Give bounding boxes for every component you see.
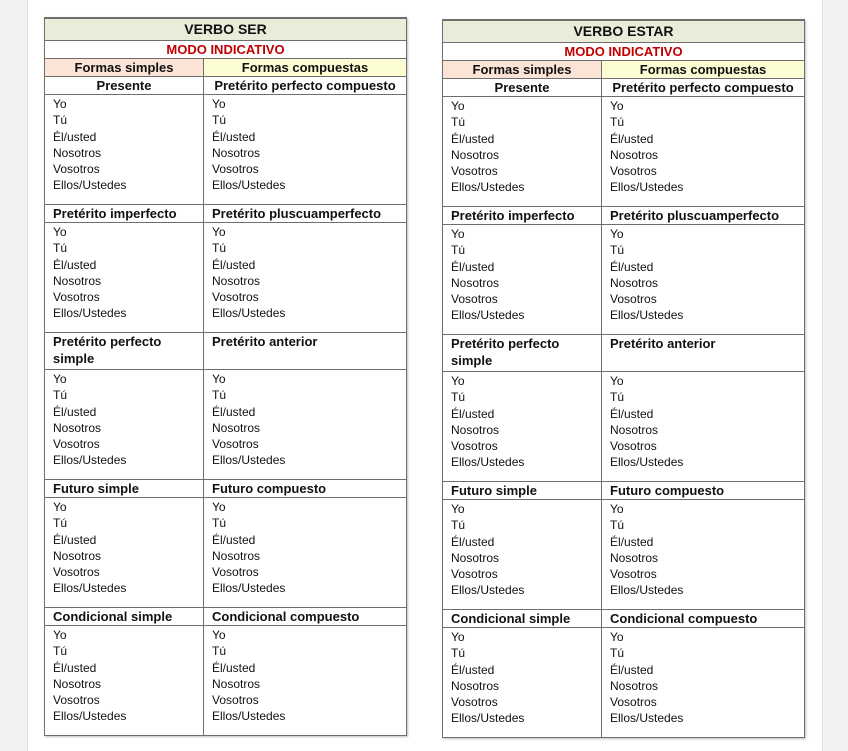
tense-name-simple: Futuro simple [443, 482, 602, 500]
pronoun: Tú [451, 518, 466, 533]
modo-indicativo-label: MODO INDICATIVO [443, 43, 805, 61]
pronouns-compound-cell [602, 97, 805, 207]
pronouns-simple-cell [45, 95, 204, 205]
pronoun: Tú [212, 113, 227, 128]
tense-header-row [45, 77, 407, 95]
pronoun: Tú [53, 113, 68, 128]
pronoun: Él/usted [212, 257, 256, 272]
pronoun: Nosotros [451, 275, 500, 290]
pronoun: Él/usted [451, 259, 495, 274]
pronouns-compound-cell [204, 223, 407, 333]
pronoun: Ellos/Ustedes [610, 583, 684, 598]
tense-name-simple: Presente [443, 79, 602, 97]
pronoun: Vosotros [451, 292, 498, 307]
pronoun: Tú [451, 390, 466, 405]
pronoun-list-row [443, 628, 805, 738]
formas-simples-header: Formas simples [443, 61, 602, 79]
pronoun: Nosotros [610, 147, 659, 162]
pronoun: Él/usted [451, 534, 495, 549]
pronoun: Yo [53, 97, 67, 111]
tense-name-compound: Pretérito anterior [602, 335, 805, 372]
pronoun: Yo [610, 374, 624, 388]
pronoun: Él/usted [53, 660, 97, 675]
pronoun: Tú [53, 388, 68, 403]
pronoun: Ellos/Ustedes [53, 709, 127, 724]
pronouns-simple-cell [443, 628, 602, 738]
pronoun: Yo [451, 630, 465, 644]
pronoun: Yo [212, 372, 226, 386]
pronoun: Vosotros [53, 162, 100, 177]
verbo-ser-table [44, 17, 407, 736]
pronoun: Tú [212, 644, 227, 659]
pronoun: Vosotros [53, 693, 100, 708]
tense-name-simple: Pretérito imperfecto [45, 205, 204, 223]
tense-header-row [45, 480, 407, 498]
pronoun-list-row [443, 225, 805, 335]
pronoun: Él/usted [53, 129, 97, 144]
tense-name-simple: Pretérito perfecto simple [443, 335, 602, 372]
pronoun-list-row [45, 370, 407, 480]
pronouns-simple-cell [443, 225, 602, 335]
pronoun: Ellos/Ustedes [451, 711, 525, 726]
pronoun: Tú [610, 243, 625, 258]
pronoun: Ellos/Ustedes [53, 306, 127, 321]
pronouns-compound-cell [204, 626, 407, 736]
pronoun: Yo [212, 500, 226, 514]
pronoun: Él/usted [212, 404, 256, 419]
pronoun: Él/usted [610, 406, 654, 421]
pronoun: Ellos/Ustedes [212, 178, 286, 193]
pronoun-list-row [45, 626, 407, 736]
pronoun: Yo [610, 227, 624, 241]
formas-compuestas-header: Formas compuestas [602, 61, 805, 79]
pronoun: Él/usted [451, 406, 495, 421]
pronoun: Nosotros [212, 145, 261, 160]
pronoun: Nosotros [53, 676, 102, 691]
pronoun: Nosotros [53, 420, 102, 435]
pronoun: Yo [610, 502, 624, 516]
formas-simples-header: Formas simples [45, 59, 204, 77]
pronouns-compound-cell [602, 372, 805, 482]
tense-name-simple: Futuro simple [45, 480, 204, 498]
pronoun: Nosotros [610, 678, 659, 693]
tense-name-compound: Condicional compuesto [602, 610, 805, 628]
pronoun: Vosotros [610, 439, 657, 454]
pronoun: Vosotros [451, 567, 498, 582]
tense-header-row [45, 333, 407, 370]
pronoun: Él/usted [212, 660, 256, 675]
pronoun: Nosotros [212, 676, 261, 691]
tense-name-simple: Presente [45, 77, 204, 95]
modo-indicativo-label: MODO INDICATIVO [45, 41, 407, 59]
tense-name-compound: Pretérito perfecto compuesto [602, 79, 805, 97]
pronoun: Ellos/Ustedes [212, 709, 286, 724]
pronouns-compound-cell [204, 95, 407, 205]
pronoun: Nosotros [212, 273, 261, 288]
pronouns-simple-cell [45, 223, 204, 333]
pronoun: Nosotros [212, 420, 261, 435]
tense-name-simple: Condicional simple [443, 610, 602, 628]
pronoun: Tú [212, 241, 227, 256]
pronouns-compound-cell [602, 225, 805, 335]
tense-name-compound: Futuro compuesto [602, 482, 805, 500]
pronoun: Nosotros [53, 548, 102, 563]
pronouns-simple-cell [443, 372, 602, 482]
pronoun: Nosotros [212, 548, 261, 563]
pronoun: Nosotros [610, 275, 659, 290]
pronoun: Tú [610, 518, 625, 533]
tense-name-compound: Pretérito anterior [204, 333, 407, 370]
pronoun: Él/usted [53, 532, 97, 547]
pronoun: Él/usted [610, 131, 654, 146]
pronoun: Yo [451, 99, 465, 113]
pronouns-simple-cell [45, 498, 204, 608]
tense-name-compound: Futuro compuesto [204, 480, 407, 498]
pronoun: Él/usted [610, 534, 654, 549]
pronoun: Yo [53, 225, 67, 239]
pronoun: Vosotros [212, 693, 259, 708]
pronoun: Nosotros [451, 550, 500, 565]
formas-compuestas-header: Formas compuestas [204, 59, 407, 77]
pronoun: Ellos/Ustedes [610, 180, 684, 195]
pronoun: Yo [451, 374, 465, 388]
pronoun: Vosotros [53, 565, 100, 580]
pronoun: Yo [53, 628, 67, 642]
pronoun: Vosotros [53, 290, 100, 305]
pronouns-compound-cell [602, 628, 805, 738]
pronoun: Él/usted [212, 129, 256, 144]
pronoun: Vosotros [53, 437, 100, 452]
pronoun: Ellos/Ustedes [212, 306, 286, 321]
pronoun: Ellos/Ustedes [212, 453, 286, 468]
pronoun: Tú [53, 241, 68, 256]
tense-name-compound: Pretérito pluscuamperfecto [602, 207, 805, 225]
pronoun: Él/usted [610, 662, 654, 677]
pronoun: Yo [451, 227, 465, 241]
pronoun: Vosotros [610, 695, 657, 710]
pronoun: Vosotros [451, 164, 498, 179]
pronoun: Vosotros [610, 164, 657, 179]
pronoun: Tú [451, 243, 466, 258]
pronoun: Yo [451, 502, 465, 516]
pronoun: Vosotros [212, 162, 259, 177]
pronoun: Ellos/Ustedes [53, 581, 127, 596]
tense-name-simple: Condicional simple [45, 608, 204, 626]
pronouns-compound-cell [204, 370, 407, 480]
pronoun: Él/usted [451, 131, 495, 146]
pronoun: Él/usted [610, 259, 654, 274]
pronoun: Ellos/Ustedes [451, 583, 525, 598]
pronoun: Ellos/Ustedes [451, 180, 525, 195]
pronoun: Ellos/Ustedes [212, 581, 286, 596]
pronoun: Tú [212, 516, 227, 531]
pronoun: Nosotros [451, 422, 500, 437]
pronoun: Tú [212, 388, 227, 403]
pronoun: Ellos/Ustedes [610, 455, 684, 470]
pronouns-simple-cell [45, 370, 204, 480]
tense-header-row [443, 207, 805, 225]
pronoun: Ellos/Ustedes [610, 308, 684, 323]
pronoun: Yo [212, 97, 226, 111]
tense-name-compound: Condicional compuesto [204, 608, 407, 626]
pronoun: Tú [451, 115, 466, 130]
pronoun: Vosotros [212, 565, 259, 580]
pronouns-compound-cell [602, 500, 805, 610]
pronoun: Tú [610, 646, 625, 661]
pronoun: Vosotros [451, 695, 498, 710]
pronoun: Yo [610, 630, 624, 644]
pronoun: Nosotros [451, 147, 500, 162]
pronoun: Nosotros [53, 273, 102, 288]
pronouns-simple-cell [443, 97, 602, 207]
tense-name-simple: Pretérito perfecto simple [45, 333, 204, 370]
tense-name-simple: Pretérito imperfecto [443, 207, 602, 225]
pronoun: Yo [212, 628, 226, 642]
pronoun: Vosotros [212, 290, 259, 305]
pronoun: Tú [53, 516, 68, 531]
pronoun: Ellos/Ustedes [53, 453, 127, 468]
pronoun: Nosotros [610, 550, 659, 565]
pronoun: Ellos/Ustedes [53, 178, 127, 193]
pronoun: Ellos/Ustedes [451, 455, 525, 470]
pronoun-list-row [443, 500, 805, 610]
verbo-estar-table [442, 19, 805, 738]
pronoun-list-row [45, 498, 407, 608]
pronoun: Yo [610, 99, 624, 113]
table-title: VERBO SER [45, 18, 407, 41]
pronoun: Ellos/Ustedes [610, 711, 684, 726]
pronoun: Tú [53, 644, 68, 659]
pronoun: Él/usted [53, 404, 97, 419]
pronoun: Vosotros [610, 292, 657, 307]
pronoun: Él/usted [212, 532, 256, 547]
pronoun: Él/usted [53, 257, 97, 272]
pronoun-list-row [443, 97, 805, 207]
tense-header-row [45, 608, 407, 626]
pronoun: Él/usted [451, 662, 495, 677]
pronoun: Tú [451, 646, 466, 661]
pronoun-list-row [45, 223, 407, 333]
pronoun: Yo [53, 500, 67, 514]
tense-header-row [443, 610, 805, 628]
tense-header-row [45, 205, 407, 223]
tense-name-compound: Pretérito perfecto compuesto [204, 77, 407, 95]
pronouns-simple-cell [443, 500, 602, 610]
pronouns-simple-cell [45, 626, 204, 736]
tense-header-row [443, 79, 805, 97]
pronoun: Tú [610, 115, 625, 130]
pronoun: Tú [610, 390, 625, 405]
pronoun: Yo [212, 225, 226, 239]
pronoun: Yo [53, 372, 67, 386]
pronouns-compound-cell [204, 498, 407, 608]
tense-name-compound: Pretérito pluscuamperfecto [204, 205, 407, 223]
pronoun-list-row [443, 372, 805, 482]
pronoun: Vosotros [451, 439, 498, 454]
pronoun: Ellos/Ustedes [451, 308, 525, 323]
table-title: VERBO ESTAR [443, 20, 805, 43]
pronoun: Nosotros [451, 678, 500, 693]
pronoun: Nosotros [53, 145, 102, 160]
tense-header-row [443, 335, 805, 372]
pronoun: Nosotros [610, 422, 659, 437]
pronoun: Vosotros [212, 437, 259, 452]
pronoun-list-row [45, 95, 407, 205]
pronoun: Vosotros [610, 567, 657, 582]
tense-header-row [443, 482, 805, 500]
